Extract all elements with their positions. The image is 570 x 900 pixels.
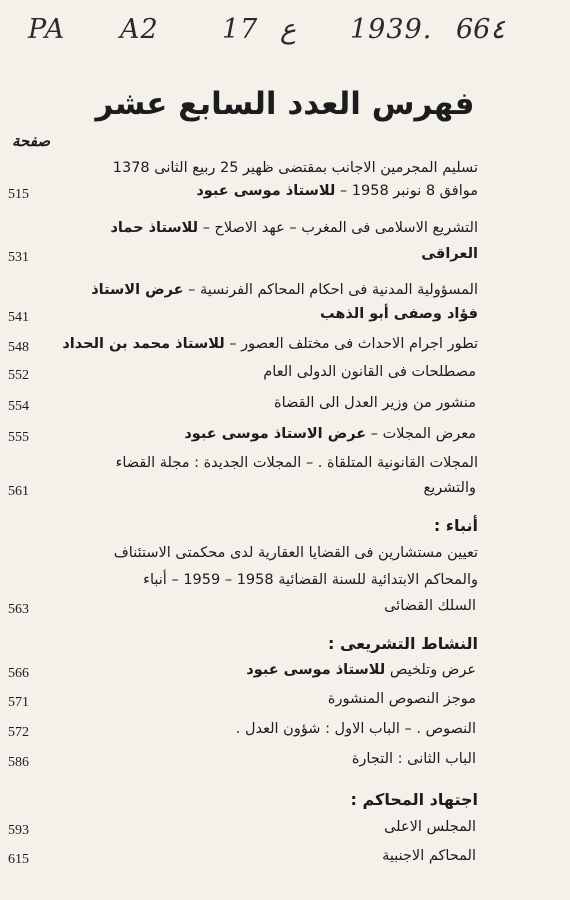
toc-text-part: معرض المجلات – (366, 426, 476, 442)
toc-text (46, 426, 476, 442)
toc-author: فؤاد وصفى أبو الذهب (320, 306, 478, 322)
toc-text-part: موافق 8 نونبر 1958 – (335, 183, 478, 199)
toc-line (0, 819, 570, 849)
toc-author: للاستاذ موسى عبود (196, 183, 336, 199)
toc-author: عرض الاستاذ موسى عبود (184, 426, 367, 442)
toc-line (0, 246, 570, 276)
toc-page-number: 615 (8, 852, 29, 867)
toc-text: الباب الثانى : التجارة (351, 751, 476, 767)
toc-text: والمحاكم الابتدائية للسنة القضائية 1958 – 1959 – أنباء (143, 572, 478, 588)
toc-author: العراقى (421, 246, 478, 262)
toc-text: مصطلحات فى القانون الدولى العام (263, 364, 476, 380)
toc-text: تعيين مستشارين فى القضايا العقارية لدى محكمتى الاستئناف (113, 545, 478, 561)
toc-page-number: 548 (8, 340, 29, 355)
toc-text (46, 662, 476, 678)
toc-text: السلك القضائى (384, 598, 476, 614)
toc-text (0, 306, 478, 322)
toc-author: للاستاذ موسى عبود (246, 662, 386, 678)
toc-text (0, 246, 478, 262)
toc-page-number: 555 (8, 430, 29, 445)
toc-author: للاستاذ حماد (110, 220, 199, 236)
toc-page-number: 572 (8, 725, 29, 740)
toc-text-part: المسؤولية المدنية فى احكام المحاكم الفرنسية – (183, 282, 478, 298)
toc-line (0, 691, 570, 721)
toc-line (0, 364, 570, 394)
toc-page-number: 593 (8, 823, 29, 838)
toc-text: المحاكم الاجنبية (382, 848, 476, 864)
toc-page-number: 571 (8, 695, 29, 710)
toc-text: المجلات القانونية المتلقاة . – المجلات الجديدة : مجلة القضاء (115, 455, 478, 471)
toc-text: والتشريع (423, 480, 476, 496)
toc-line (0, 848, 570, 878)
toc-text-part: التشريع الاسلامى فى المغرب – عهد الاصلاح – (198, 220, 478, 236)
toc-page-number: 552 (8, 368, 29, 383)
section-heading-legislative: النشاط التشريعى : (328, 634, 478, 653)
toc-text: النصوص . – الباب الاول : شؤون العدل . (235, 721, 476, 737)
toc-line (0, 183, 570, 213)
handwritten-mark: 66٤ (456, 14, 505, 45)
section-heading-jurisprudence: اجتهاد المحاكم : (350, 790, 478, 809)
page-title: فهرس العدد السابع عشر (95, 86, 475, 122)
toc-line (0, 395, 570, 425)
toc-page-number: 561 (8, 484, 29, 499)
toc-text-part: تطور اجرام الاحداث فى مختلف العصور – (224, 336, 478, 352)
section-heading-news: أنباء : (433, 516, 478, 535)
toc-text: موجز النصوص المنشورة (327, 691, 476, 707)
toc-page-number: 566 (8, 666, 29, 681)
toc-text: منشور من وزير العدل الى القضاة (274, 395, 476, 411)
toc-line (0, 751, 570, 781)
toc-page-number: 541 (8, 310, 29, 325)
handwritten-mark: A2 (120, 14, 159, 45)
toc-text: تسليم المجرمين الاجانب بمقتضى ظهير 25 ربيع الثانى 1378 (112, 160, 478, 176)
toc-text (0, 336, 478, 352)
toc-page-number: 563 (8, 602, 29, 617)
page-column-label: صفحة (12, 132, 51, 150)
toc-text (0, 183, 478, 199)
handwritten-annotation (0, 6, 570, 66)
toc-line (0, 426, 570, 456)
toc-line (0, 545, 570, 575)
toc-page-number: 586 (8, 755, 29, 770)
toc-line (0, 306, 570, 336)
toc-line (0, 721, 570, 751)
toc-text: المجلس الاعلى (384, 819, 476, 835)
handwritten-mark: ع (280, 14, 297, 45)
toc-line (0, 336, 570, 366)
toc-text-part: عرض وتلخيص (385, 662, 476, 678)
toc-author: للاستاذ محمد بن الحداد (62, 336, 225, 352)
handwritten-mark: 17 (222, 14, 259, 45)
toc-line (0, 662, 570, 692)
toc-author: عرض الاستاذ (91, 282, 184, 298)
toc-text (0, 220, 478, 236)
toc-page-number: 531 (8, 250, 29, 265)
handwritten-mark: 1939. (350, 14, 433, 45)
toc-line (0, 480, 570, 510)
toc-page-number: 554 (8, 399, 29, 414)
toc-page-number: 515 (8, 187, 29, 202)
toc-line (0, 598, 570, 628)
handwritten-mark: PA (28, 14, 66, 45)
toc-text (0, 282, 478, 298)
